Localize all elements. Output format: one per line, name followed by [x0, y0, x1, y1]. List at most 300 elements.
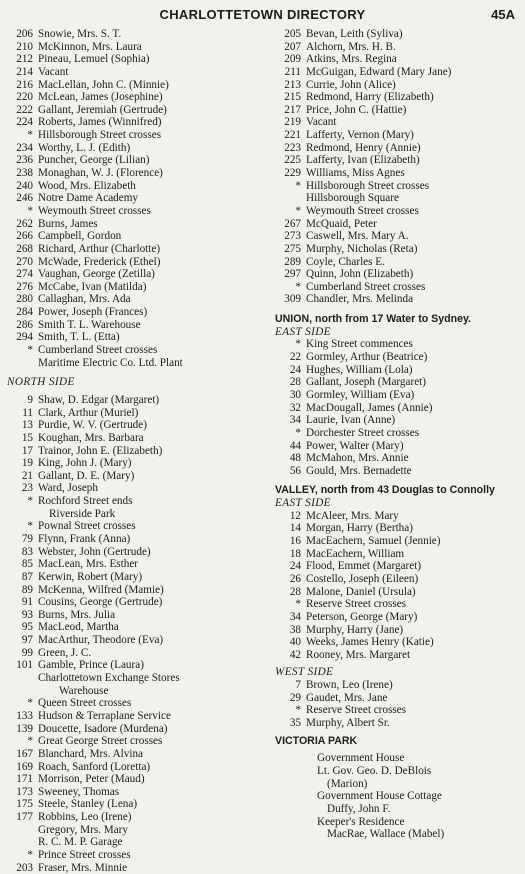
house-number: 28: [289, 376, 301, 389]
directory-entry: [7, 609, 265, 622]
continuation-line: [275, 752, 520, 765]
house-number: 83: [21, 545, 33, 558]
directory-entry: [7, 79, 265, 92]
directory-entry: [275, 376, 520, 389]
house-number: *: [27, 849, 33, 862]
house-number: 266: [16, 230, 33, 243]
resident-name: Prince Street crosses: [38, 849, 131, 862]
directory-entry: [7, 546, 265, 559]
directory-entry: [7, 533, 265, 546]
directory-entry: [7, 445, 265, 458]
resident-name: Lafferty, Vernon (Mary): [306, 129, 414, 142]
directory-entry: [275, 243, 520, 256]
spacer: [275, 477, 520, 484]
resident-name: Chandler, Mrs. Melinda: [306, 293, 414, 306]
house-number: 85: [21, 558, 33, 571]
directory-entry: [7, 116, 265, 129]
house-number: 214: [16, 65, 33, 78]
house-number: 294: [16, 331, 33, 344]
continuation-line: [7, 672, 265, 685]
directory-entry: [275, 104, 520, 117]
directory-entry: [7, 520, 265, 533]
directory-entry: [275, 41, 520, 54]
house-number: 40: [289, 636, 301, 649]
resident-name: Puncher, George (Lilian): [38, 154, 150, 167]
directory-entry: [275, 167, 520, 180]
resident-name: Murphy, Albert Sr.: [306, 717, 390, 730]
directory-entry: [7, 786, 265, 799]
entry-text: Keeper's Residence: [317, 815, 405, 828]
house-number: 42: [289, 648, 301, 661]
spacer: [275, 306, 520, 313]
directory-entry: [7, 129, 265, 142]
entry-text: Government House Cottage: [317, 790, 442, 803]
directory-entry: [7, 180, 265, 193]
directory-entry: [7, 659, 265, 672]
resident-name: Flood, Emmet (Margaret): [306, 560, 422, 573]
resident-name: McKenna, Wilfred (Mamie): [38, 583, 164, 596]
resident-name: MacLellan, John C. (Minnie): [38, 78, 169, 91]
street-heading: UNION, north from 17 Water to Sydney.: [275, 313, 472, 326]
resident-name: McQuaid, Peter: [306, 217, 377, 230]
resident-name: Doucette, Isadore (Murdena): [38, 722, 168, 735]
resident-name: Alchorn, Mrs. H. B.: [306, 40, 396, 53]
house-number: 175: [16, 798, 33, 811]
house-number: 11: [22, 406, 33, 419]
resident-name: Robbins, Leo (Irene): [38, 811, 132, 824]
house-number: 212: [16, 53, 33, 66]
right-column: [275, 28, 520, 841]
house-number: 217: [284, 103, 301, 116]
side-heading: EAST SIDE: [275, 497, 331, 510]
directory-entry: [7, 104, 265, 117]
house-number: *: [27, 735, 33, 748]
directory-entry: [7, 798, 265, 811]
resident-name: Weymouth Street crosses: [306, 204, 419, 217]
house-number: 275: [284, 242, 301, 255]
directory-entry: [7, 142, 265, 155]
directory-entry: [7, 230, 265, 243]
house-number: 22: [289, 351, 301, 364]
directory-entry: [275, 704, 520, 717]
house-number: 207: [284, 40, 301, 53]
house-number: 234: [16, 141, 33, 154]
resident-name: Reserve Street crosses: [306, 598, 407, 611]
directory-entry: [275, 230, 520, 243]
continuation-line: [7, 685, 265, 698]
directory-entry: [275, 389, 520, 402]
house-number: 28: [289, 585, 301, 598]
house-number: 236: [16, 154, 33, 167]
resident-name: Lafferty, Ivan (Elizabeth): [306, 154, 420, 167]
resident-name: Smith T. L. Warehouse: [38, 318, 141, 331]
house-number: 16: [289, 535, 301, 548]
resident-name: Morgan, Harry (Bertha): [306, 522, 413, 535]
directory-entry: [7, 268, 265, 281]
entry-text: R. C. M. P. Garage: [38, 836, 123, 849]
house-number: 284: [16, 306, 33, 319]
house-number: 48: [289, 452, 301, 465]
directory-entry: [7, 723, 265, 736]
house-number: *: [27, 204, 33, 217]
directory-entry: [275, 205, 520, 218]
directory-entry: [275, 256, 520, 269]
house-number: 34: [289, 414, 301, 427]
directory-entry: [7, 647, 265, 660]
house-number: *: [295, 280, 301, 293]
resident-name: Gaudet, Mrs. Jane: [306, 691, 388, 704]
resident-name: Gamble, Prince (Laura): [38, 659, 144, 672]
resident-name: Clark, Arthur (Muriel): [38, 406, 139, 419]
resident-name: McMahon, Mrs. Annie: [306, 452, 409, 465]
directory-entry: [7, 53, 265, 66]
resident-name: Gallant, Jeremiah (Gertrude): [38, 103, 167, 116]
directory-entry: [7, 761, 265, 774]
house-number: 79: [21, 533, 33, 545]
directory-entry: [275, 692, 520, 705]
directory-entry: [275, 624, 520, 637]
resident-name: Hillsborough Street crosses: [306, 179, 430, 192]
house-number: 246: [16, 192, 33, 205]
house-number: 91: [21, 596, 33, 609]
house-number: *: [27, 344, 33, 357]
continuation-line: [7, 357, 265, 370]
continuation-line: [7, 824, 265, 837]
house-number: 238: [16, 167, 33, 180]
directory-entry: [7, 621, 265, 634]
house-number: 15: [21, 431, 33, 444]
side-heading: EAST SIDE: [275, 325, 331, 338]
resident-name: Quinn, John (Elizabeth): [306, 268, 414, 281]
resident-name: Weymouth Street crosses: [38, 204, 151, 217]
resident-name: Rooney, Mrs. Margaret: [306, 648, 411, 661]
house-number: 270: [16, 255, 33, 268]
directory-entry: [7, 862, 265, 874]
house-number: *: [295, 426, 301, 439]
house-number: 87: [21, 570, 33, 583]
directory-entry: [7, 735, 265, 748]
house-number: 44: [289, 439, 301, 452]
resident-name: Callaghan, Mrs. Ada: [38, 293, 131, 306]
resident-name: Smith, T. L. (Etta): [38, 331, 120, 344]
resident-name: Gormley, William (Eva): [306, 388, 415, 401]
entry-text: Hillsborough Square: [306, 192, 399, 205]
resident-name: King Street commences: [306, 338, 413, 351]
directory-entry: [275, 268, 520, 281]
directory-entry: [275, 510, 520, 523]
entry-text: Warehouse: [59, 684, 109, 697]
directory-entry: [275, 142, 520, 155]
house-number: *: [27, 520, 33, 533]
directory-entry: [275, 79, 520, 92]
house-number: 171: [16, 773, 33, 786]
house-number: 286: [16, 318, 33, 331]
resident-name: Murphy, Nicholas (Reta): [306, 242, 418, 255]
directory-entry: [275, 598, 520, 611]
directory-entry: [7, 218, 265, 231]
resident-name: Gallant, D. E. (Mary): [38, 469, 135, 482]
directory-entry: [275, 636, 520, 649]
directory-entry: [275, 649, 520, 662]
resident-name: Pownal Street crosses: [38, 520, 136, 533]
house-number: 225: [284, 154, 301, 167]
house-number: 167: [16, 747, 33, 760]
house-number: 139: [16, 722, 33, 735]
entry-text: MacRae, Wallace (Mabel): [327, 828, 445, 841]
house-number: 276: [16, 280, 33, 293]
house-number: 32: [289, 401, 301, 414]
house-number: 268: [16, 242, 33, 255]
house-number: 93: [21, 608, 33, 621]
house-number: 7: [295, 679, 301, 692]
directory-entry: [275, 573, 520, 586]
resident-name: Coyle, Charles E.: [306, 255, 385, 268]
directory-entry: [275, 281, 520, 294]
house-number: *: [27, 697, 33, 710]
resident-name: McCabe, Ivan (Matilda): [38, 280, 147, 293]
entry-text: Gregory, Mrs. Mary: [38, 823, 128, 836]
directory-entry: [275, 293, 520, 306]
resident-name: Roach, Sanford (Loretta): [38, 760, 151, 773]
resident-name: Dorchester Street crosses: [306, 426, 420, 439]
resident-name: Monaghan, W. J. (Florence): [38, 167, 163, 180]
directory-entry: [7, 457, 265, 470]
continuation-line: [275, 192, 520, 205]
house-number: 209: [284, 53, 301, 66]
resident-name: MacLeod, Martha: [38, 621, 119, 634]
directory-entry: [7, 66, 265, 79]
directory-entry: [7, 394, 265, 407]
house-number: 9: [27, 393, 33, 406]
house-number: 273: [284, 230, 301, 243]
directory-entry: [7, 205, 265, 218]
house-number: 206: [16, 28, 33, 40]
directory-entry: [7, 748, 265, 761]
directory-entry: [7, 811, 265, 824]
house-number: 21: [21, 469, 33, 482]
house-number: 89: [21, 583, 33, 596]
directory-entry: [7, 306, 265, 319]
directory-entry: [275, 180, 520, 193]
resident-name: Trainor, John E. (Elizabeth): [38, 444, 163, 457]
house-number: 169: [16, 760, 33, 773]
entry-text: (Marion): [327, 777, 368, 790]
resident-name: Sweeney, Thomas: [38, 785, 120, 798]
house-number: 297: [284, 268, 301, 281]
directory-entry: [7, 584, 265, 597]
house-number: 14: [289, 522, 301, 535]
house-number: *: [27, 129, 33, 142]
house-number: *: [295, 338, 301, 351]
directory-entry: [275, 452, 520, 465]
resident-name: Flynn, Frank (Anna): [38, 533, 131, 545]
directory-entry: [7, 710, 265, 723]
house-number: 280: [16, 293, 33, 306]
resident-name: Price, John C. (Hattie): [306, 103, 407, 116]
resident-name: Worthy, L. J. (Edith): [38, 141, 131, 154]
directory-entry: [7, 28, 265, 41]
resident-name: Steele, Stanley (Lena): [38, 798, 138, 811]
resident-name: Webster, John (Gertrude): [38, 545, 151, 558]
directory-entry: [7, 634, 265, 647]
house-number: 95: [21, 621, 33, 634]
house-number: 34: [289, 610, 301, 623]
resident-name: Kerwin, Robert (Mary): [38, 570, 143, 583]
resident-name: Laurie, Ivan (Anne): [306, 414, 396, 427]
house-number: 173: [16, 785, 33, 798]
resident-name: Campbell, Gordon: [38, 230, 122, 243]
resident-name: McWade, Frederick (Ethel): [38, 255, 161, 268]
house-number: 99: [21, 646, 33, 659]
house-number: 215: [284, 91, 301, 104]
entry-text: Government House: [317, 752, 405, 765]
resident-name: Hughes, William (Lola): [306, 363, 413, 376]
continuation-line: [7, 508, 265, 521]
resident-name: Morrison, Peter (Maud): [38, 773, 145, 786]
house-number: *: [295, 179, 301, 192]
house-number: 213: [284, 78, 301, 91]
directory-entry: [7, 419, 265, 432]
continuation-line: [275, 765, 520, 778]
resident-name: Green, J. C.: [38, 646, 92, 659]
resident-name: King, John J. (Mary): [38, 457, 132, 470]
resident-name: Caswell, Mrs. Mary A.: [306, 230, 409, 243]
directory-entry: [275, 717, 520, 730]
resident-name: Peterson, George (Mary): [306, 610, 418, 623]
resident-name: MacArthur, Theodore (Eva): [38, 634, 164, 647]
house-number: 12: [289, 509, 301, 522]
house-number: 13: [21, 419, 33, 432]
side-heading: NORTH SIDE: [7, 376, 75, 389]
house-number: 19: [21, 457, 33, 470]
house-number: 177: [16, 811, 33, 824]
house-number: 26: [289, 572, 301, 585]
resident-name: Murphy, Harry (Jane): [306, 623, 404, 636]
directory-entry: [7, 256, 265, 269]
directory-entry: [7, 243, 265, 256]
directory-entry: [275, 53, 520, 66]
side-heading: WEST SIDE: [275, 666, 334, 679]
directory-entry: [275, 535, 520, 548]
directory-entry: [275, 586, 520, 599]
directory-entry: [7, 344, 265, 357]
house-number: 220: [16, 91, 33, 104]
directory-entry: [275, 218, 520, 231]
house-number: 309: [284, 293, 301, 306]
continuation-line: [275, 778, 520, 791]
resident-name: Malone, Daniel (Ursula): [306, 585, 416, 598]
directory-entry: [275, 402, 520, 415]
directory-entry: [7, 558, 265, 571]
directory-entry: [275, 560, 520, 573]
directory-entry: [275, 28, 520, 41]
resident-name: Weeks, James Henry (Katie): [306, 636, 434, 649]
directory-entry: [275, 66, 520, 79]
resident-name: Costello, Joseph (Eileen): [306, 572, 419, 585]
resident-name: Bevan, Leith (Syliva): [306, 28, 403, 40]
directory-entry: [275, 364, 520, 377]
resident-name: McKinnon, Mrs. Laura: [38, 40, 142, 53]
house-number: 101: [16, 659, 33, 672]
house-number: *: [295, 598, 301, 611]
house-number: 219: [284, 116, 301, 129]
directory-entry: [275, 679, 520, 692]
house-number: 211: [284, 65, 301, 78]
resident-name: MacDougall, James (Annie): [306, 401, 433, 414]
resident-name: Redmond, Harry (Elizabeth): [306, 91, 434, 104]
house-number: *: [295, 704, 301, 717]
house-number: 24: [289, 560, 301, 573]
directory-entry: [7, 41, 265, 54]
directory-entry: [275, 465, 520, 478]
entry-text: Duffy, John F.: [327, 802, 391, 815]
resident-name: Purdie, W. V. (Gertrude): [38, 419, 147, 432]
resident-name: McAleer, Mrs. Mary: [306, 509, 399, 522]
directory-entry: [7, 432, 265, 445]
house-number: 223: [284, 141, 301, 154]
resident-name: Gormley, Arthur (Beatrice): [306, 351, 428, 364]
house-number: 221: [284, 129, 301, 142]
street-heading: VALLEY, north from 43 Douglas to Connolly: [275, 484, 495, 497]
directory-entry: [275, 154, 520, 167]
directory-entry: [275, 338, 520, 351]
house-number: 205: [284, 28, 301, 40]
house-number: 289: [284, 255, 301, 268]
directory-entry: [7, 849, 265, 862]
resident-name: Ward, Joseph: [38, 482, 98, 495]
resident-name: MacLean, Mrs. Esther: [38, 558, 139, 571]
directory-entry: [7, 331, 265, 344]
house-number: 17: [21, 444, 33, 457]
directory-entry: [7, 482, 265, 495]
directory-entry: [275, 611, 520, 624]
resident-name: Queen Street crosses: [38, 697, 132, 710]
directory-entry: [7, 167, 265, 180]
resident-name: Pineau, Lemuel (Sophia): [38, 53, 150, 66]
directory-entry: [275, 440, 520, 453]
continuation-line: [7, 836, 265, 849]
resident-name: Williams, Miss Agnes: [306, 167, 405, 180]
resident-name: Snowie, Mrs. S. T.: [38, 28, 122, 40]
resident-name: Roberts, James (Winnifred): [38, 116, 162, 129]
resident-name: Burns, Mrs. Julia: [38, 608, 116, 621]
entry-text: Charlottetown Exchange Stores: [38, 672, 180, 685]
house-number: 274: [16, 268, 33, 281]
directory-entry: [7, 154, 265, 167]
resident-name: Notre Dame Academy: [38, 192, 139, 205]
resident-name: Redmond, Henry (Annie): [306, 141, 421, 154]
resident-name: Atkins, Mrs. Regina: [306, 53, 397, 66]
resident-name: Brown, Leo (Irene): [306, 679, 393, 692]
resident-name: MacEachern, Samuel (Jennie): [306, 535, 441, 548]
spacer: [7, 369, 265, 376]
directory-entry: [7, 293, 265, 306]
directory-entry: [275, 414, 520, 427]
left-column: [7, 28, 265, 874]
directory-entry: [7, 596, 265, 609]
resident-name: McGuigan, Edward (Mary Jane): [306, 65, 452, 78]
resident-name: Cousins, George (Gertrude): [38, 596, 163, 609]
resident-name: Richard, Arthur (Charlotte): [38, 242, 161, 255]
resident-name: Great George Street crosses: [38, 735, 163, 748]
house-number: 35: [289, 717, 301, 730]
house-number: 133: [16, 709, 33, 722]
house-number: 30: [289, 388, 301, 401]
resident-name: Cumberland Street crosses: [38, 344, 158, 357]
directory-entry: [7, 281, 265, 294]
house-number: 38: [289, 623, 301, 636]
resident-name: Vaughan, George (Zetilla): [38, 268, 155, 281]
